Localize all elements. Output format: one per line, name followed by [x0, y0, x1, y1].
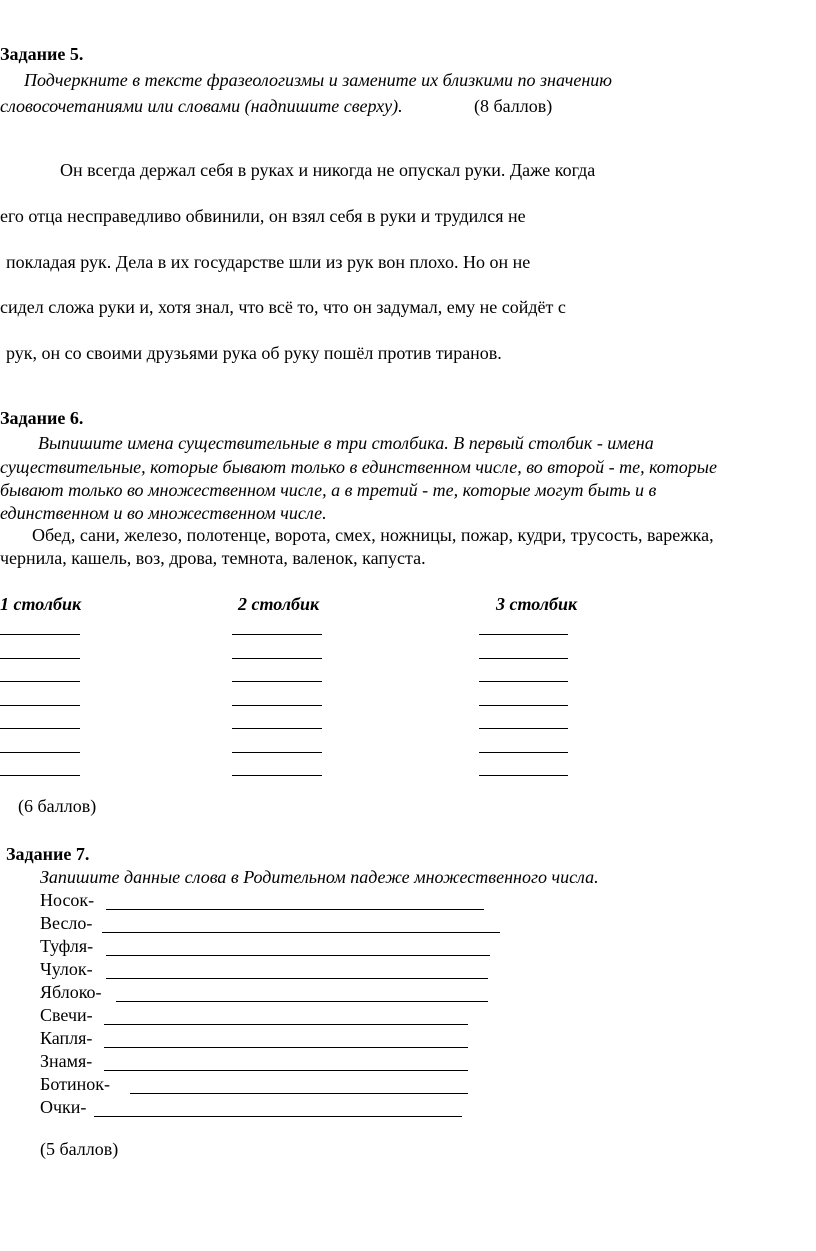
column-1-answer-line[interactable]	[0, 728, 80, 729]
column-3-header: 3 столбик	[496, 594, 578, 614]
column-3-answer-line[interactable]	[479, 658, 568, 659]
column-3-answer-line[interactable]	[479, 728, 568, 729]
answer-line[interactable]	[116, 1001, 488, 1002]
column-1-answer-line[interactable]	[0, 634, 80, 635]
column-3-answer-line[interactable]	[479, 752, 568, 753]
answer-line[interactable]	[104, 1047, 468, 1048]
task5-instruction-line1: Подчеркните в тексте фразеологизмы и замените их близкими по значению	[24, 70, 612, 90]
column-2-answer-line[interactable]	[232, 658, 322, 659]
task7-heading: Задание 7.	[6, 844, 90, 864]
task6-instruction-line: бывают только во множественном числе, а в третий - те, которые могут быть и в	[0, 480, 657, 500]
word-label: Носок-	[40, 890, 95, 910]
answer-line[interactable]	[104, 1024, 468, 1025]
word-label: Туфля-	[40, 936, 94, 956]
column-1-answer-line[interactable]	[0, 705, 80, 706]
column-2-answer-line[interactable]	[232, 728, 322, 729]
answer-line[interactable]	[130, 1093, 468, 1094]
task5-text-line: его отца несправедливо обвинили, он взял себя в руки и трудился не	[0, 206, 526, 226]
task6-words-line: Обед, сани, железо, полотенце, ворота, смех, ножницы, пожар, кудри, трусость, варежка,	[32, 525, 714, 545]
answer-line[interactable]	[102, 932, 500, 933]
task5-text-line: Он всегда держал себя в руках и никогда не опускал руки. Даже когда	[60, 160, 596, 180]
word-label: Знамя-	[40, 1051, 93, 1071]
task5-text-line: покладая рук. Дела в их государстве шли из рук вон плохо. Но он не	[6, 252, 531, 272]
word-label: Очки-	[40, 1097, 87, 1117]
column-3-answer-line[interactable]	[479, 775, 568, 776]
answer-line[interactable]	[106, 978, 488, 979]
column-2-answer-line[interactable]	[232, 634, 322, 635]
task7-points: (5 баллов)	[40, 1139, 119, 1159]
task5-text-line: рук, он со своими друзьями рука об руку пошёл против тиранов.	[6, 343, 502, 363]
answer-line[interactable]	[94, 1116, 462, 1117]
column-2-answer-line[interactable]	[232, 752, 322, 753]
column-3-answer-line[interactable]	[479, 634, 568, 635]
word-label: Яблоко-	[40, 982, 102, 1002]
column-2-header: 2 столбик	[238, 594, 320, 614]
word-label: Чулок-	[40, 959, 93, 979]
word-label: Ботинок-	[40, 1074, 110, 1094]
answer-line[interactable]	[104, 1070, 468, 1071]
column-2-answer-line[interactable]	[232, 775, 322, 776]
column-2-answer-line[interactable]	[232, 681, 322, 682]
word-label: Капля-	[40, 1028, 93, 1048]
task5-instruction-line2: словосочетаниями или словами (надпишите сверху).	[0, 96, 403, 116]
task5-text-line: сидел сложа руки и, хотя знал, что всё то, что он задумал, ему не сойдёт с	[0, 297, 566, 317]
column-3-answer-line[interactable]	[479, 681, 568, 682]
column-2-answer-line[interactable]	[232, 705, 322, 706]
column-3-answer-line[interactable]	[479, 705, 568, 706]
task6-heading: Задание 6.	[0, 408, 84, 428]
word-label: Свечи-	[40, 1005, 93, 1025]
word-label: Весло-	[40, 913, 93, 933]
column-1-header: 1 столбик	[0, 594, 82, 614]
answer-line[interactable]	[106, 955, 490, 956]
column-1-answer-line[interactable]	[0, 752, 80, 753]
answer-line[interactable]	[106, 909, 484, 910]
task6-instruction-line: Выпишите имена существительные в три столбика. В первый столбик - имена	[38, 433, 654, 453]
task6-words-line: чернила, кашель, воз, дрова, темнота, валенок, капуста.	[0, 548, 426, 568]
task5-heading: Задание 5.	[0, 44, 84, 64]
task6-instruction-line: существительные, которые бывают только в единственном числе, во второй - те, которые	[0, 457, 717, 477]
task6-instruction-line: единственном и во множественном числе.	[0, 503, 327, 523]
task7-instruction: Запишите данные слова в Родительном падеже множественного числа.	[40, 867, 599, 887]
task5-points: (8 баллов)	[474, 96, 553, 116]
column-1-answer-line[interactable]	[0, 658, 80, 659]
task6-points: (6 баллов)	[18, 796, 97, 816]
column-1-answer-line[interactable]	[0, 681, 80, 682]
column-1-answer-line[interactable]	[0, 775, 80, 776]
